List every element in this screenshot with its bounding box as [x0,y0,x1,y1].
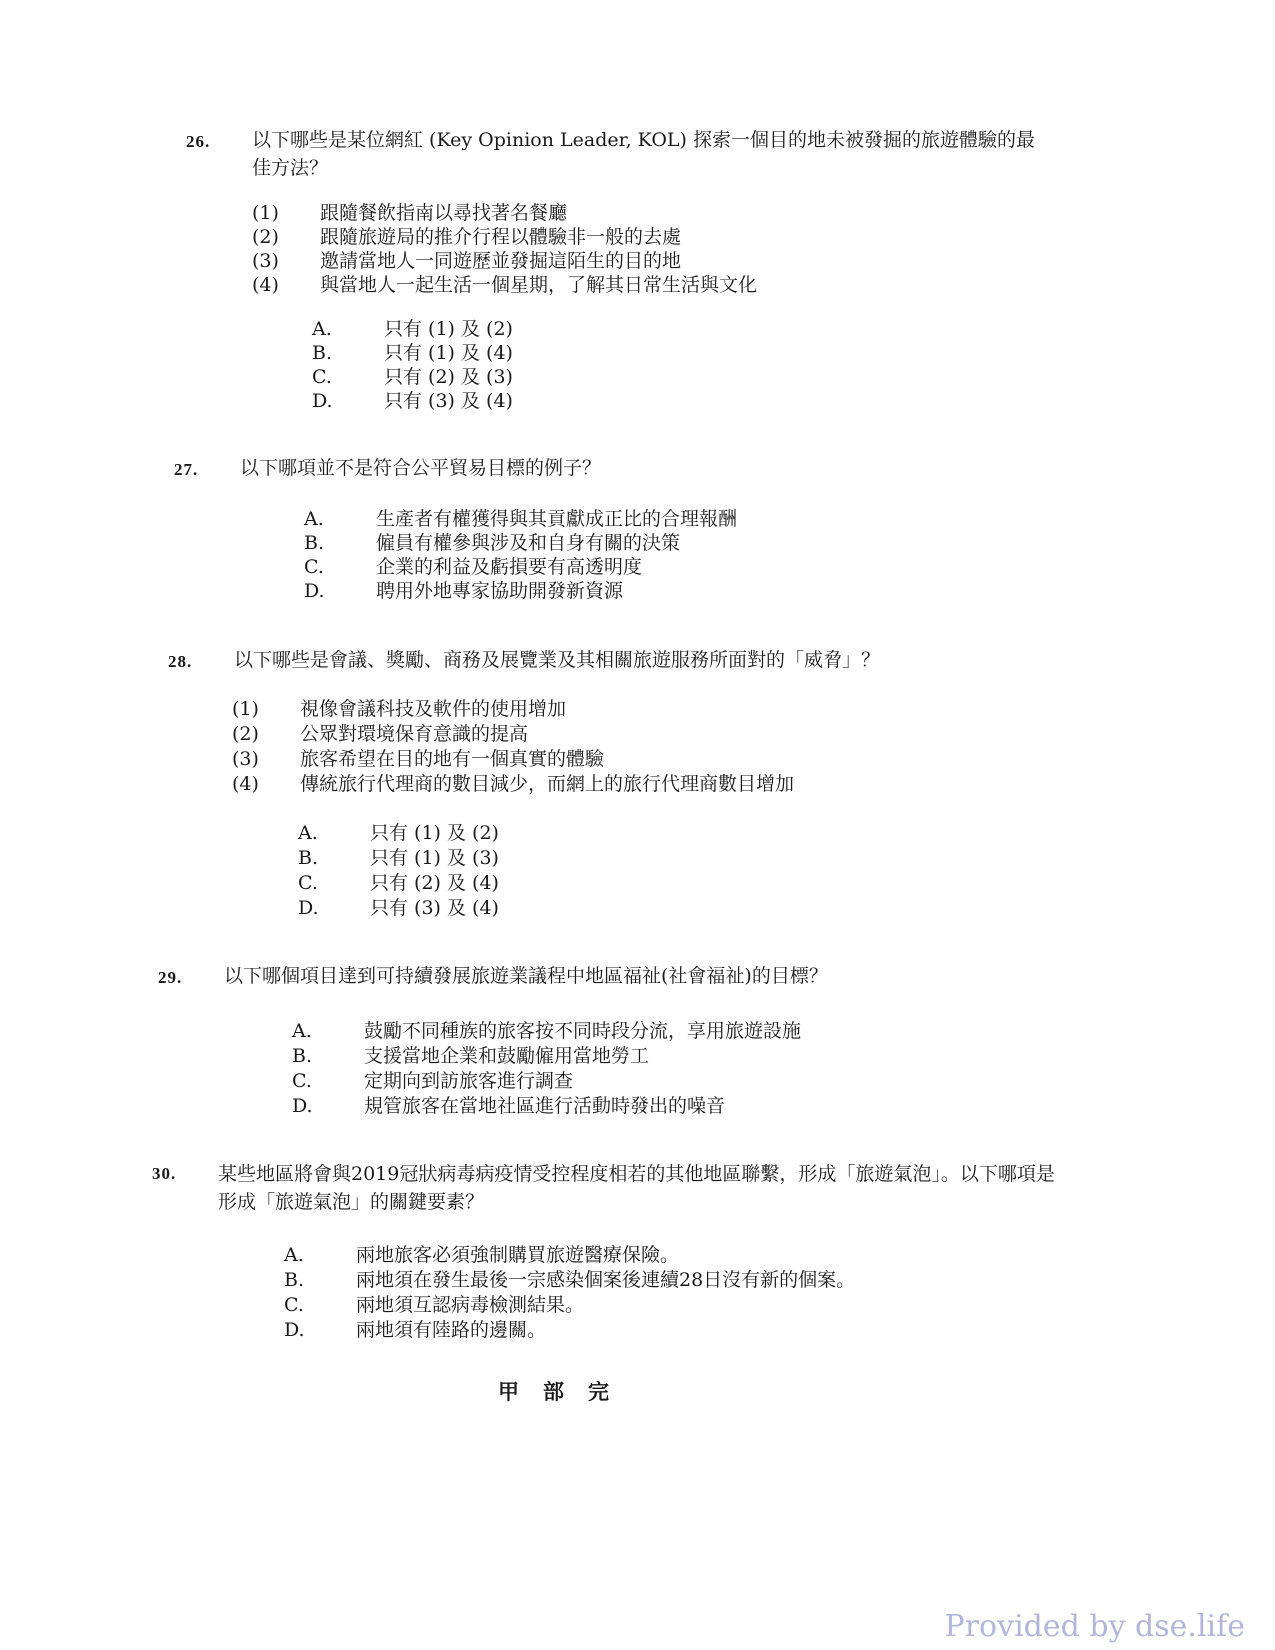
statement-text: 與當地人一起生活一個星期，了解其日常生活與文化 [320,274,758,296]
question-text: 以下哪項並不是符合公平貿易目標的例子？ [240,457,602,479]
statement-text: 邀請當地人一同遊歷並發掘這陌生的目的地 [320,250,682,272]
option-label: B. [304,532,325,554]
option-label: A. [312,318,332,340]
option-a[interactable] [312,314,513,341]
statement [252,222,681,249]
option-c[interactable] [292,1066,573,1093]
option-c[interactable] [284,1290,584,1317]
option-b[interactable] [292,1041,649,1068]
option-a[interactable] [284,1240,679,1267]
option-d[interactable] [312,386,513,413]
option-label: D. [298,897,319,919]
option-label: A. [298,822,318,844]
option-label: D. [304,580,325,602]
statement [232,744,604,771]
statement [232,719,528,746]
option-text: 僱員有權參與涉及和自身有關的決策 [376,532,681,554]
statement-text: 傳統旅行代理商的數目減少，而網上的旅行代理商數目增加 [300,773,795,795]
option-label: A. [304,508,324,530]
statement-label: (4) [232,773,259,795]
option-text: 只有 (1) 及 (4) [384,342,513,364]
statement-label: (1) [232,698,259,720]
option-text: 生產者有權獲得與其貢獻成正比的合理報酬 [376,508,738,530]
option-text: 兩地須在發生最後一宗感染個案後連續28日沒有新的個案。 [356,1269,856,1291]
option-text: 只有 (2) 及 (4) [370,872,499,894]
question-number: 29. [158,968,183,987]
option-b[interactable] [304,528,680,555]
option-d[interactable] [292,1091,725,1118]
statement [252,270,757,297]
option-label: D. [312,390,333,412]
option-text: 定期向到訪旅客進行調查 [364,1070,574,1092]
option-text: 只有 (3) 及 (4) [370,897,499,919]
option-label: C. [292,1070,312,1092]
option-label: B. [312,342,333,364]
option-text: 規管旅客在當地社區進行活動時發出的噪音 [364,1095,726,1117]
option-b[interactable] [312,338,513,365]
option-text: 鼓勵不同種族的旅客按不同時段分流，享用旅遊設施 [364,1020,802,1042]
statement [232,769,794,796]
statement-text: 旅客希望在目的地有一個真實的體驗 [300,748,605,770]
option-text: 聘用外地專家協助開發新資源 [376,580,624,602]
option-label: B. [284,1269,305,1291]
option-d[interactable] [298,893,499,920]
option-text: 只有 (1) 及 (2) [370,822,499,844]
option-text: 支援當地企業和鼓勵僱用當地勞工 [364,1045,650,1067]
statement-label: (1) [252,202,279,224]
statement-label: (3) [232,748,259,770]
statement-label: (2) [232,723,259,745]
option-text: 只有 (1) 及 (3) [370,847,499,869]
statement [252,198,567,225]
option-label: B. [298,847,319,869]
option-a[interactable] [292,1016,801,1043]
statement-label: (3) [252,250,279,272]
option-text: 只有 (1) 及 (2) [384,318,513,340]
question-text: 以下哪些是會議、獎勵、商務及展覽業及其相關旅遊服務所面對的「威脅」？ [234,649,881,671]
statement-text: 跟隨旅遊局的推介行程以體驗非一般的去處 [320,226,682,248]
option-text: 兩地須互認病毒檢測結果。 [356,1294,585,1316]
option-label: A. [284,1244,304,1266]
watermark: Provided by dse.life [944,1609,1245,1644]
option-c[interactable] [312,362,513,389]
question-number: 27. [174,460,199,479]
statement-label: (2) [252,226,279,248]
option-label: A. [292,1020,312,1042]
question-text: 以下哪個項目達到可持續發展旅遊業議程中地區福祉(社會福祉)的目標？ [224,965,828,987]
question-number: 30. [152,1164,177,1183]
section-end-marker: 甲部完 [498,1379,633,1404]
option-b[interactable] [298,843,499,870]
option-text: 兩地旅客必須強制購買旅遊醫療保險。 [356,1244,680,1266]
option-d[interactable] [304,576,623,603]
option-b[interactable] [284,1265,855,1292]
question-number: 26. [186,132,211,151]
statement [232,694,566,721]
option-a[interactable] [298,818,499,845]
option-text: 兩地須有陸路的邊關。 [356,1319,547,1341]
option-a[interactable] [304,504,737,531]
statement-text: 視像會議科技及軟件的使用增加 [300,698,567,720]
statement-label: (4) [252,274,279,296]
question-text: 某些地區將會與2019冠狀病毒病疫情受控程度相若的其他地區聯繫，形成「旅遊氣泡」。以下哪項是形成「旅遊氣泡」的關鍵要素？ [218,1163,1055,1213]
question-text: 以下哪些是某位網紅 (Key Opinion Leader, KOL) 探索一個目的地未被發掘的旅遊體驗的最佳方法？ [252,129,1036,179]
option-text: 只有 (3) 及 (4) [384,390,513,412]
option-label: B. [292,1045,313,1067]
statement [252,246,681,273]
option-label: C. [312,366,332,388]
option-label: C. [284,1294,304,1316]
option-label: D. [284,1319,305,1341]
option-label: C. [298,872,318,894]
option-c[interactable] [304,552,642,579]
question-number: 28. [168,652,193,671]
option-label: D. [292,1095,313,1117]
option-label: C. [304,556,324,578]
option-d[interactable] [284,1315,546,1342]
option-text: 企業的利益及虧損要有高透明度 [376,556,643,578]
option-text: 只有 (2) 及 (3) [384,366,513,388]
statement-text: 跟隨餐飲指南以尋找著名餐廳 [320,202,568,224]
option-c[interactable] [298,868,499,895]
statement-text: 公眾對環境保育意識的提高 [300,723,529,745]
